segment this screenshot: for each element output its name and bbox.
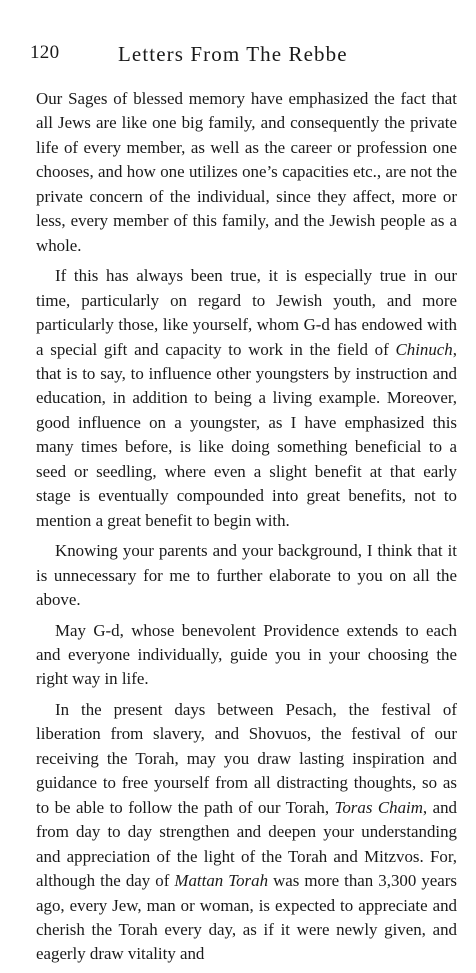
paragraph <box>36 87 457 258</box>
text-segment: Our Sages of blessed memory have emphasized the fact that all Jews are like one big family, and consequently the private life of every member, as well as the career or profession one chooses, and how one utilizes one’s capacities etc., are not the private concern of the individual, since they affect, more or less, every member of this family, and the Jewish people as a whole. <box>36 89 457 255</box>
page-number: 120 <box>30 42 60 63</box>
running-title: Letters From The Rebbe <box>118 42 348 66</box>
paragraph <box>36 264 457 533</box>
paragraph <box>36 539 457 612</box>
text-segment: was more than 3,300 years ago, every Jew, man or woman, is expected to appreciate and cherish the Torah every day, as if it were newly given, and eagerly draw vitality and <box>36 871 457 964</box>
text-segment: May G-d, whose benevolent Providence extends to each and everyone individually, guide you in your choosing the right way in life. <box>36 620 457 689</box>
running-header <box>30 42 450 72</box>
text-segment: , that is to say, to influence other youngsters by instruction and education, in addition to being a living example. Moreover, good influence on a youngster, as I have emphasized this many times before, is like doing something beneficial to a seed or seedling, where even a slight benefit at that early stage is eventually compounded into great benefits, not to mention a great benefit to begin with. <box>36 339 457 530</box>
italic-term: Chinuch <box>395 339 453 359</box>
italic-term: Mattan Torah <box>174 871 269 891</box>
letter-body <box>36 87 457 973</box>
text-segment: In the present days between Pesach, the festival of liberation from slavery, and Shovuos, the festival of our receiving the Torah, may you draw lasting inspiration and guidance to free yourself from all distracting thoughts, so as to be able to follow the path of our Torah, <box>36 699 457 817</box>
paragraph <box>36 619 457 692</box>
text-segment: Knowing your parents and your background, I think that it is unnecessary for me to further elaborate to you on all the above. <box>36 541 457 610</box>
italic-term: Toras Chaim <box>334 797 423 817</box>
text-segment: , and from day to day strengthen and deepen your understanding and appreciation of the light of the Torah and Mitzvos. For, although the day of <box>36 797 458 891</box>
text-segment: If this has always been true, it is especially true in our time, particularly on regard to Jewish youth, and more particularly those, like yourself, whom G-d has endowed with a special gift and capacity to work in the field of <box>36 266 457 359</box>
paragraph <box>36 698 457 967</box>
